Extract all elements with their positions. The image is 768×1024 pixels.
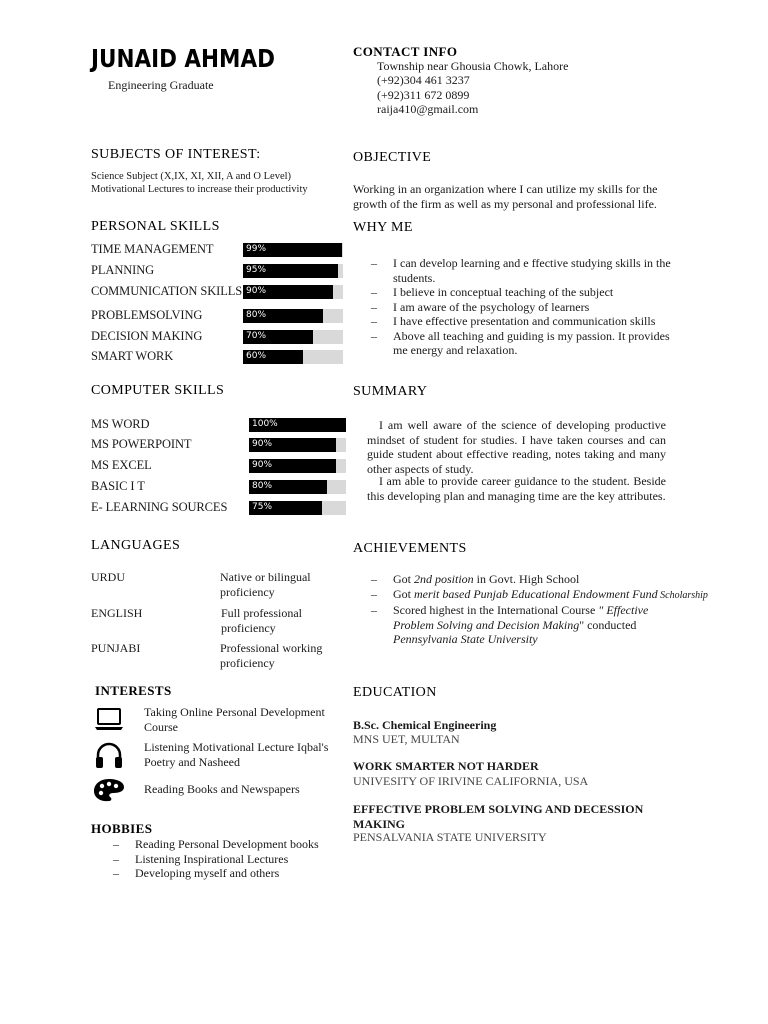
interests-heading: INTERESTS [95, 683, 172, 698]
skill-name: BASIC I T [91, 479, 145, 493]
skill-name: SMART WORK [91, 349, 174, 363]
why-me-list [353, 256, 671, 358]
skill-percent-label: 60% [246, 351, 267, 361]
skill-bar-fill [243, 243, 342, 257]
list-item: – I believe in conceptual teaching of the subject [353, 285, 671, 300]
interest-text: Taking Online Personal Development Course [144, 705, 325, 734]
education-title: B.Sc. Chemical Engineering [353, 718, 497, 732]
list-item: – Listening Inspirational Lectures [95, 852, 355, 867]
language-name: PUNJABI [91, 641, 141, 655]
skill-percent-label: 95% [246, 265, 267, 275]
skill-bar [249, 501, 346, 515]
skill-bar [249, 438, 346, 452]
skill-percent-label: 80% [252, 481, 273, 491]
education-place: UNIVESITY OF IRIVINE CALIFORNIA, USA [353, 774, 589, 788]
subject-item: Science Subject (X,IX, XI, XII, A and O Level) [91, 171, 292, 182]
list-item: – Developing myself and others [95, 866, 355, 881]
skill-bar-fill [249, 480, 327, 494]
skill-bar-fill [243, 309, 323, 323]
interest-text: Listening Motivational Lecture Iqbal's Poetry and Nasheed [144, 740, 329, 769]
list-item: – Above all teaching and guiding is my passion. It provides me energy and relaxation. [353, 329, 671, 358]
skill-bar-fill [243, 350, 303, 364]
education-place: MNS UET, MULTAN [353, 732, 460, 746]
summary-heading: SUMMARY [353, 384, 428, 399]
list-item: – Scored highest in the International Course " Effective Problem Solving and Decision Making" conducted Pennsylvania State University [353, 603, 653, 647]
contact-phone-2: (+92)311 672 0899 [377, 88, 470, 102]
language-level: Full professional proficiency [221, 606, 302, 635]
skill-bar [243, 309, 343, 323]
skill-name: MS EXCEL [91, 458, 152, 472]
skill-bar [243, 243, 343, 257]
language-level: Native or bilingual proficiency [220, 570, 311, 599]
list-item: – Reading Personal Development books [95, 837, 355, 852]
skill-percent-label: 90% [252, 460, 273, 470]
list-item: – Got 2nd position in Govt. High School [353, 572, 723, 587]
language-name: URDU [91, 570, 126, 584]
candidate-title: Engineering Graduate [108, 78, 214, 92]
interest-text: Reading Books and Newspapers [144, 782, 300, 796]
skill-percent-label: 90% [246, 286, 267, 296]
summary-paragraph-2: I am able to provide career guidance to the student. Beside this developing plan and managing time are the key attributes. [367, 474, 666, 503]
skill-bar [249, 459, 346, 473]
contact-address: Township near Ghousia Chowk, Lahore [377, 59, 569, 73]
personal-skills-heading: PERSONAL SKILLS [91, 219, 220, 234]
subjects-heading: SUBJECTS OF INTEREST: [91, 147, 261, 162]
objective-text: Working in an organization where I can utilize my skills for the growth of the firm as well as my personal and professional life. [353, 182, 658, 211]
skill-bar-fill [249, 501, 322, 515]
contact-phone-1: (+92)304 461 3237 [377, 73, 470, 87]
skill-bar-fill [243, 330, 313, 344]
skill-bar [243, 285, 343, 299]
list-item: – I can develop learning and e ffective studying skills in the students. [353, 256, 671, 285]
skill-bar [243, 264, 343, 278]
list-item: – I am aware of the psychology of learners [353, 300, 671, 315]
skill-bar [249, 480, 346, 494]
skill-percent-label: 70% [246, 331, 267, 341]
skill-name: MS WORD [91, 417, 150, 431]
skill-name: DECISION MAKING [91, 329, 203, 343]
skill-percent-label: 100% [252, 419, 278, 429]
skill-percent-label: 99% [246, 244, 267, 254]
achievements-list [353, 572, 723, 647]
candidate-name: JUNAID AHMAD [91, 44, 275, 73]
skill-name: PLANNING [91, 263, 155, 277]
subject-item: Motivational Lectures to increase their productivity [91, 184, 308, 195]
skill-bar-fill [243, 285, 333, 299]
skill-bar-fill [249, 438, 336, 452]
skill-percent-label: 90% [252, 439, 273, 449]
hobbies-list [95, 837, 355, 881]
skill-name: TIME MANAGEMENT [91, 242, 214, 256]
education-title: EFFECTIVE PROBLEM SOLVING AND DECESSION MAKING [353, 802, 644, 831]
skill-name: MS POWERPOINT [91, 437, 192, 451]
skill-bar [243, 330, 343, 344]
objective-heading: OBJECTIVE [353, 150, 432, 165]
language-level: Professional working proficiency [220, 641, 323, 670]
education-place: PENSALVANIA STATE UNIVERSITY [353, 830, 547, 844]
contact-heading: CONTACT INFO [353, 44, 458, 59]
skill-name: E- LEARNING SOURCES [91, 500, 228, 514]
skill-bar-fill [249, 418, 346, 432]
laptop-icon [94, 707, 124, 731]
languages-heading: LANGUAGES [91, 538, 181, 553]
list-item: – I have effective presentation and communication skills [353, 314, 671, 329]
skill-bar [249, 418, 346, 432]
skill-bar-fill [249, 459, 336, 473]
headphones-icon [94, 741, 124, 769]
achievements-heading: ACHIEVEMENTS [353, 541, 467, 556]
skill-percent-label: 80% [246, 310, 267, 320]
why-me-heading: WHY ME [353, 220, 413, 235]
summary-paragraph-1: I am well aware of the science of developing productive mindset of student for studies. I have taken courses and can guide student about effective reading, notes taking and many other aspects of study. [367, 418, 666, 476]
education-title: WORK SMARTER NOT HARDER [353, 759, 539, 773]
hobbies-heading: HOBBIES [91, 821, 153, 836]
skill-bar-fill [243, 264, 338, 278]
skill-percent-label: 75% [252, 502, 273, 512]
contact-email: raija410@gmail.com [377, 102, 479, 116]
skill-bar [243, 350, 343, 364]
education-heading: EDUCATION [353, 685, 437, 700]
palette-icon [93, 777, 125, 803]
skill-name: PROBLEMSOLVING [91, 308, 203, 322]
computer-skills-heading: COMPUTER SKILLS [91, 383, 225, 398]
list-item: – Got merit based Punjab Educational Endowment Fund Scholarship [353, 587, 723, 604]
language-name: ENGLISH [91, 606, 143, 620]
skill-name: COMMUNICATION SKILLS [91, 284, 243, 298]
